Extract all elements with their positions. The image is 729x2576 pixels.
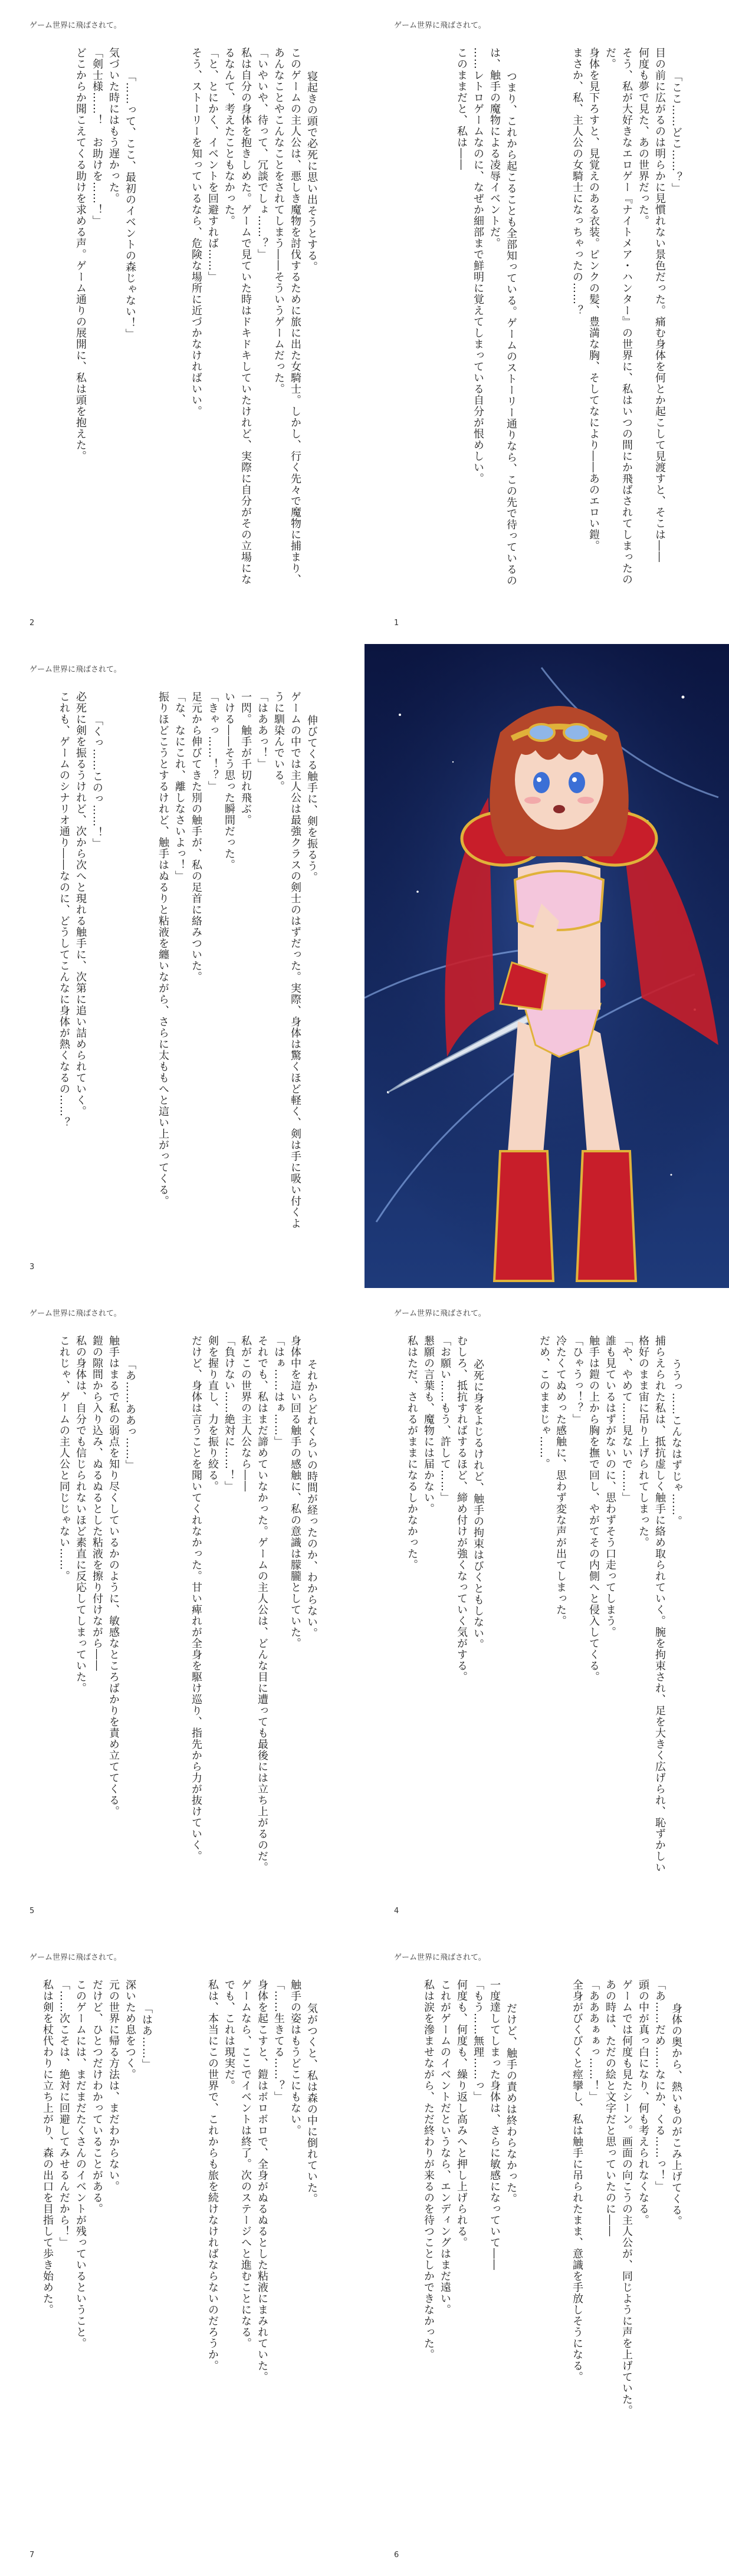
page-body-text-continued: 「くっ……このっ……！」 必死に剣を振るうけれど、次から次へと現れる触手に、次第に追い詰められていく。 これも、ゲームのシナリオ通り――なのに、どうしてこんなに身体が熱くなるの……？ bbox=[58, 691, 103, 1128]
page-header: ゲーム世界に飛ばされて。 bbox=[29, 1309, 121, 1318]
page-number: 1 bbox=[394, 619, 399, 627]
page-header: ゲーム世界に飛ばされて。 bbox=[29, 21, 121, 30]
goggle-left bbox=[528, 724, 554, 741]
page-header: ゲーム世界に飛ばされて。 bbox=[29, 1953, 121, 1962]
character-illustration bbox=[364, 644, 729, 1288]
spread-1 bbox=[0, 0, 729, 644]
page-body-text-continued: 「はあ……」 深いため息をつく。 元の世界に帰る方法は、まだわからない。 だけど、ひとつだけわかっていることがある。 このゲームには、まだまだたくさんのイベントが残っているということ。 「……次こそは、絶対に回避してみせるんだから！」 私は剣を杖代わりに立ち上がり、森の出口を目指して歩き始めた。 bbox=[41, 1979, 153, 2349]
page-number: 3 bbox=[29, 1263, 35, 1271]
page-number: 5 bbox=[29, 1907, 35, 1915]
page-3 bbox=[0, 644, 364, 1288]
left-boot bbox=[494, 1151, 553, 1281]
page-header: ゲーム世界に飛ばされて。 bbox=[29, 665, 121, 674]
illustration-page bbox=[364, 644, 729, 1288]
page-body-text: ううっ……こんなはずじゃ……。 捕らえられた私は、抵抗虚しく触手に絡め取られていく。腕を拘束され、足を大きく広げられ、恥ずかしい格好のまま宙に吊り上げられてしまった。 「や、やめて……見ないで……」 誰も見ているはずがないのに、思わずそう口走ってしまう。 触手は鎧の上から胸を撫で回し、やがてその内側へと侵入してくる。 「ひゃうっ！？」 冷たくてぬめった感触に、思わず変な声が出てしまった。 だめ、このままじゃ……。 bbox=[538, 1335, 682, 1873]
page-number: 6 bbox=[394, 2551, 399, 2559]
page-body bbox=[394, 47, 701, 596]
right-eye bbox=[569, 772, 585, 793]
page-body-text-continued: 必死に身をよじるけれど、触手の拘束はびくともしない。 むしろ、抵抗すればするほど、締め付けが強くなっていく気がする。 「お願い……もう、許して……」 懇願の言葉も、魔物には届かない。 私はただ、されるがままになるしかなかった。 bbox=[406, 1335, 484, 1683]
page-body bbox=[29, 691, 336, 1240]
page-number: 7 bbox=[29, 2551, 35, 2559]
page-body-text: 寝起きの頭で必死に思い出そうとする。 このゲームの主人公は、悪しき魔物を討伐するために旅に出た女騎士。しかし、行く先々で魔物に捕まり、あんなことやこんなことをされてしまう――そういうゲームだった。 「いやいや、待って、冗談でしょ……？」 私は自分の身体を抱きしめた。ゲームで見ていた時はドキドキしていたけれど、実際に自分がその立場になるなんて、考えたこともなかった。 「と、とにかく、イベントを回避すれば……」 そう、ストーリーを知っているなら、危険な場所に近づかなければいい。 bbox=[190, 47, 318, 585]
page-body-text: 気がつくと、私は森の中に倒れていた。 触手の姿はもうどこにもない。 「……生きてる……？」 身体を起こすと、鎧はボロボロで、全身がぬるぬるとした粘液にまみれていた。 ゲームなら、ここでイベントは終了。次のステージへと進むことになる。 でも、これは現実だ。 私は、本当にこの世界で、これからも旅を続けなければならないのだろうか。 bbox=[206, 1979, 318, 2383]
page-body-text: それからどれくらいの時間が経ったのか、わからない。 身体中を這い回る触手の感触に、私の意識は朦朧としていた。 「はぁ……はぁ……」 それでも、私はまだ諦めていなかった。ゲームの主人公は、どんな目に遭っても最後には立ち上がるのだ。 私がこの世界の主人公なら―― 「負けない……絶対に……！」 剣を握り直し、力を振り絞る。 だけど、身体は言うことを聞いてくれなかった。甘い痺れが全身を駆け巡り、指先から力が抜けていく。 bbox=[190, 1335, 318, 1873]
goggle-right bbox=[564, 724, 590, 741]
page-body-text-continued: つまり、これから起こることも全部知っている。ゲームのストーリー通りなら、この先で待っているのは、触手の魔物による凌辱イベントだ。 ……レトロゲームなのに、なぜか細部まで鮮明に覚えてしまっている自分が恨めしい。 このままだと、私は―― bbox=[455, 47, 517, 587]
mouth bbox=[553, 805, 565, 813]
page-body-text-continued: 「あ……ああっ……」 触手はまるで私の弱点を知り尽くしているかのように、敏感なところばかりを責め立ててくる。 鎧の隙間から入り込み、ぬるぬるとした粘液を擦り付けながら―― 私の身体は、自分でも信じられないほど素直に反応してしまっていた。 これじゃ、ゲームの主人公と同じじゃない……。 bbox=[58, 1335, 136, 1817]
page-body-text: 身体の奥から、熱いものがこみ上げてくる。 「あ……だめ……なにか、くる……っ！」 頭の中が真っ白になり、何も考えられなくなる。 ゲームでは何度も見たシーン。画面の向こうの主人公が、同じように声を上げていた。 あの時は、ただの絵と文字だと思っていたのに―― 「あああぁぁっ……！」 全身がびくびくと痙攣し、私は触手に吊られたまま、意識を手放しそうになる。 bbox=[571, 1979, 682, 2416]
page-body bbox=[29, 1335, 336, 1884]
page-6 bbox=[364, 1932, 729, 2576]
page-header: ゲーム世界に飛ばされて。 bbox=[394, 1309, 486, 1318]
page-body bbox=[29, 47, 336, 596]
page-5 bbox=[0, 1288, 364, 1932]
illustration-svg bbox=[364, 644, 729, 1288]
page-header: ゲーム世界に飛ばされて。 bbox=[394, 21, 486, 30]
spread-3 bbox=[0, 1288, 729, 1932]
spread-2 bbox=[0, 644, 729, 1288]
page-body bbox=[394, 1979, 701, 2528]
page-body bbox=[394, 1335, 701, 1884]
page-body-text: 「ここ……どこ……？」 目の前に広がるのは明らかに見慣れない景色だった。痛む身体を何とか起こして見渡すと、そこは―― 何度も夢で見た、あの世界だった。 そう、私が大好きなエロゲー『ナイトメア・ハンター』の世界に、私はいつの間にか飛ばされてしまったのだ。 身体を見下ろすと、見覚えのある衣装。ピンクの髪、豊満な胸、そしてなにより――あのエロい鎧。 まさか、私、主人公の女騎士になっちゃったの……？ bbox=[571, 47, 682, 585]
page-body-text-continued: だけど、触手の責めは終わらなかった。 一度達してしまった身体は、さらに敏感になっていて―― 「もう……無理……っ」 何度も、何度も、繰り返し高みへと押し上げられる。 これがゲームのイベントだというなら、エンディングはまだ遠い。 私は涙を滲ませながら、ただ終わりが来るのを待つことしかできなかった。 bbox=[422, 1979, 517, 2360]
page-body bbox=[29, 1979, 336, 2528]
page-2 bbox=[0, 0, 364, 644]
left-eye bbox=[533, 772, 550, 793]
page-body-text-continued: 「……って、ここ、最初のイベントの森じゃない！」 気づいた時にはもう遅かった。 「剣士様……！ お助けを……！」 どこからか聞こえてくる助けを求める声。ゲーム通りの展開に、私は頭を抱えた。 bbox=[74, 47, 136, 462]
page-1 bbox=[364, 0, 729, 644]
page-body-text: 伸びてくる触手に、剣を振るう。 ゲームの中では主人公は最強クラスの剣士のはずだった。実際、身体は驚くほど軽く、剣は手に吸い付くように馴染んでいる。 「はああっ！」 一閃。触手が千切れ飛ぶ。 いける――そう思った瞬間だった。 「きゃっ……！？」 足元から伸びてきた別の触手が、私の足首に絡みついた。 「な、なにこれ、離しなさいよっ！」 振りほどこうとするけれど、触手はぬるりと粘液を纏いながら、さらに太ももへと這い上がってくる。 bbox=[157, 691, 318, 1229]
page-header: ゲーム世界に飛ばされて。 bbox=[394, 1953, 486, 1962]
spread-4 bbox=[0, 1932, 729, 2576]
page-number: 2 bbox=[29, 619, 35, 627]
right-boot bbox=[577, 1151, 636, 1281]
page-number: 4 bbox=[394, 1907, 399, 1915]
page-7 bbox=[0, 1932, 364, 2576]
page-4 bbox=[364, 1288, 729, 1932]
